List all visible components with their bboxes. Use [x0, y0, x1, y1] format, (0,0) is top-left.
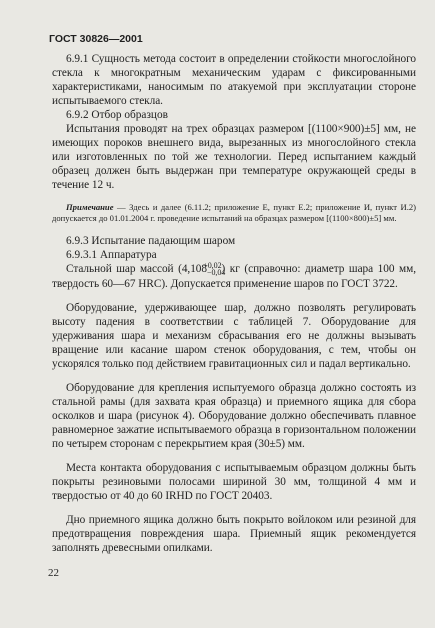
paragraph-contact: Места контакта оборудования с испытываемым образцом должны быть покрыты резиновыми полосами шириной 30 мм, толщиной 4 мм и твердостью от 40 до 60 IRHD по ГОСТ 20403.: [52, 462, 416, 502]
paragraph-ball: [52, 262, 416, 291]
paragraph-holder: Оборудование, удерживающее шар, должно позволять регулировать высоту падения в соответствии с таблицей 7. Оборудование для удерживания шара и механизм сбрасывания его не должны вызывать вращение или касание шаром стенок оборудования, с тем, чтобы он ускорялся только под действием гравитационных сил и падал вертикально.: [52, 302, 416, 370]
ball-post: ) кг (справочно: диаметр шара 100 мм, твердость 60—67 HRC). Допускается применение шаров по ГОСТ 3722.: [52, 263, 416, 290]
page-number: 22: [48, 567, 59, 579]
paragraph-frame: Оборудование для крепления испытуемого образца должно состоять из стальной рамы (для захвата края образца) и приемного ящика для сбора осколков и шара (рисунок 4). Оборудование должно обеспечивать плавное равномерное зажатие испытываемого образца в горизонтальном положении по четырем сторонам с перекрытием края (30±5) мм.: [52, 382, 416, 450]
heading-6-9-3-1: 6.9.3.1 Аппаратура: [66, 249, 157, 261]
heading-6-9-2: 6.9.2 Отбор образцов: [66, 109, 168, 121]
document-header: ГОСТ 30826—2001: [49, 33, 143, 45]
note-text: — Здесь и далее (6.11.2; приложение Е, пункт Е.2; приложение И, пункт И.2) допускается до 01.01.2004 г. проведение испытаний на образцах размером [(1100×800)±5] мм.: [52, 202, 416, 223]
note-label: Примечание: [66, 202, 114, 212]
paragraph-6-9-2: Испытания проводят на трех образцах размером [(1100×900)±5] мм, не имеющих пороков внешнего вида, вырезанных из многослойного стекла или изготовленных по той же технологии. Перед испытанием каждый образец должен быть выдержан при температуре окружающей среды в течение 12 ч.: [52, 123, 416, 191]
ball-tolerance-upper: +0,02: [203, 261, 222, 270]
page-content: [52, 52, 416, 555]
heading-6-9-3: 6.9.3 Испытание падающим шаром: [66, 235, 236, 247]
ball-pre: Стальной шар массой (4,108: [66, 263, 207, 275]
paragraph-6-9-1: 6.9.1 Сущность метода состоит в определении стойкости многослойного стекла к многократным механическим ударам с фиксированными характеристиками, наносимым по атакуемой при эксплуатации стороне испытываемого стекла.: [52, 53, 416, 107]
ball-tolerance-lower: −0,04: [207, 268, 226, 277]
paragraph-box: Дно приемного ящика должно быть покрыто войлоком или резиной для предотвращения повреждения шара. Приемный ящик рекомендуется заполнять древесными опилками.: [52, 514, 416, 554]
note: [52, 202, 416, 224]
